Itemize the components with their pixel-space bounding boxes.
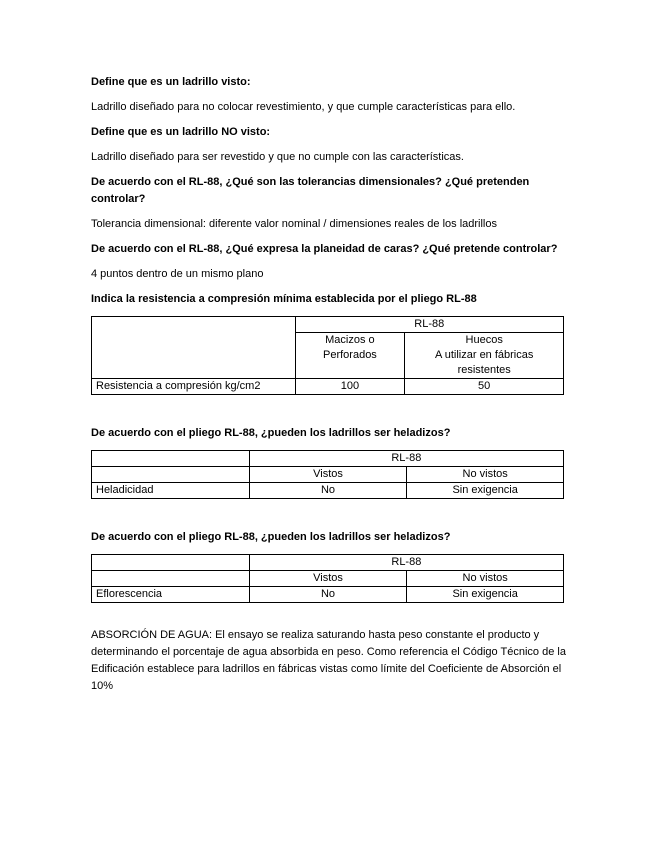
answer-planeidad: 4 puntos dentro de un mismo plano	[91, 268, 264, 280]
value-vistos: No	[249, 587, 407, 603]
question-eflorescencia: De acuerdo con el pliego RL-88, ¿pueden los ladrillos ser heladizos?	[91, 531, 451, 543]
table-group-header: RL-88	[249, 555, 563, 571]
table-resistencia	[91, 316, 564, 395]
table-empty-cell	[92, 467, 250, 483]
row-label: Resistencia a compresión kg/cm2	[92, 379, 296, 395]
answer-ladrillo-visto: Ladrillo diseñado para no colocar revestimiento, y que cumple características para ello.	[91, 101, 516, 113]
answer-ladrillo-no-visto: Ladrillo diseñado para ser revestido y que no cumple con las características.	[91, 151, 464, 163]
table-corner-cell	[92, 317, 296, 379]
question-ladrillo-visto: Define que es un ladrillo visto:	[91, 76, 251, 88]
question-heladizos: De acuerdo con el pliego RL-88, ¿pueden los ladrillos ser heladizos?	[91, 427, 451, 439]
table-corner-cell	[92, 555, 250, 571]
question-resistencia: Indica la resistencia a compresión mínima establecida por el pliego RL-88	[91, 293, 477, 305]
table-empty-cell	[92, 571, 250, 587]
column-header-huecos: Huecos A utilizar en fábricas resistentes	[405, 333, 564, 379]
column-header-vistos: Vistos	[249, 571, 407, 587]
column-header-macizos: Macizos o Perforados	[295, 333, 405, 379]
column-header-no-vistos: No vistos	[407, 467, 564, 483]
table-row	[92, 379, 564, 395]
row-label: Heladicidad	[92, 483, 250, 499]
question-planeidad: De acuerdo con el RL-88, ¿Qué expresa la planeidad de caras? ¿Qué pretende controlar?	[91, 243, 558, 255]
answer-tolerancias: Tolerancia dimensional: diferente valor nominal / dimensiones reales de los ladrillos	[91, 218, 497, 230]
value-huecos: 50	[405, 379, 564, 395]
table-row	[92, 483, 564, 499]
table-corner-cell	[92, 451, 250, 467]
value-no-vistos: Sin exigencia	[407, 587, 564, 603]
question-ladrillo-no-visto: Define que es un ladrillo NO visto:	[91, 126, 271, 138]
question-tolerancias: De acuerdo con el RL-88, ¿Qué son las tolerancias dimensionales? ¿Qué pretenden controlar?	[91, 176, 530, 205]
table-group-header: RL-88	[295, 317, 564, 333]
row-label: Eflorescencia	[92, 587, 250, 603]
absorcion-paragraph: ABSORCIÓN DE AGUA: El ensayo se realiza saturando hasta peso constante el producto y determinando el porcentaje de agua absorbida en peso. Como referencia el Código Técnico de la Edificación establece para ladrillos en fábricas vistas como límite del Coeficiente de Absorción el 10%	[91, 629, 566, 692]
table-heladicidad	[91, 450, 564, 499]
value-macizos: 100	[295, 379, 405, 395]
table-row	[92, 587, 564, 603]
table-group-header: RL-88	[249, 451, 563, 467]
column-header-no-vistos: No vistos	[407, 571, 564, 587]
table-eflorescencia	[91, 554, 564, 603]
value-no-vistos: Sin exigencia	[407, 483, 564, 499]
column-header-vistos: Vistos	[249, 467, 407, 483]
value-vistos: No	[249, 483, 407, 499]
document-page	[91, 74, 566, 706]
